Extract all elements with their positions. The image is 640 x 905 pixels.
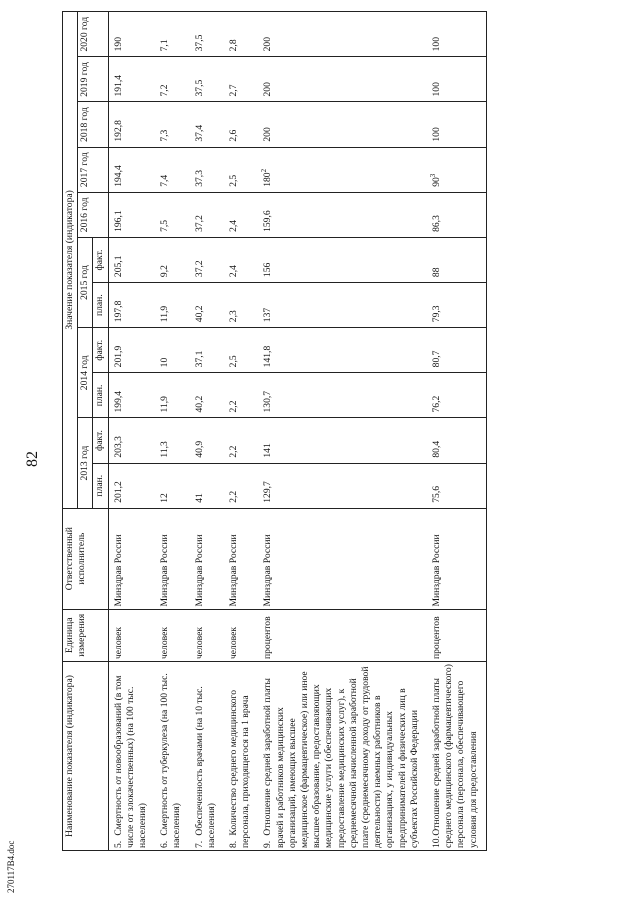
value-cell xyxy=(224,147,258,192)
value-cell xyxy=(155,147,189,192)
value-cell xyxy=(427,147,486,192)
indicator-name-cell xyxy=(155,662,189,851)
value-cell xyxy=(108,147,155,192)
unit-cell: человек xyxy=(155,609,189,661)
header-2015-fact: факт. xyxy=(93,237,108,282)
header-2014-fact: факт. xyxy=(93,328,108,373)
value-cell xyxy=(258,57,427,102)
value-text: 141 xyxy=(262,443,274,458)
value-text: 141,8 xyxy=(262,345,274,368)
table-row xyxy=(108,12,155,851)
value-text: 12 xyxy=(159,493,171,503)
header-name: Наименование показателя (индикатора) xyxy=(63,662,109,851)
value-cell xyxy=(108,192,155,237)
value-cell xyxy=(155,283,189,328)
value-text: 200 xyxy=(262,82,274,97)
value-text: 200 xyxy=(262,127,274,142)
value-text: 80,7 xyxy=(431,350,443,368)
value-text: 205,1 xyxy=(112,255,124,278)
executor-cell: Минздрав России xyxy=(258,508,427,609)
header-2017: 2017 год xyxy=(78,147,108,192)
value-text: 37,2 xyxy=(193,215,205,232)
row-number: 5. xyxy=(112,840,124,848)
value-cell xyxy=(224,283,258,328)
value-cell xyxy=(190,237,224,282)
value-text: 7,3 xyxy=(159,129,171,142)
value-cell xyxy=(190,192,224,237)
indicators-table xyxy=(62,11,487,851)
value-cell xyxy=(258,192,427,237)
value-text: 37,1 xyxy=(193,350,205,368)
value-cell xyxy=(427,328,486,373)
value-cell xyxy=(108,418,155,463)
value-text: 40,2 xyxy=(193,395,205,413)
value-cell xyxy=(224,192,258,237)
value-cell xyxy=(427,283,486,328)
value-text: 40,2 xyxy=(193,305,205,323)
value-text: 7,1 xyxy=(159,39,171,52)
value-cell xyxy=(258,237,427,282)
value-cell xyxy=(155,12,189,57)
value-text: 2,2 xyxy=(228,400,240,413)
value-cell xyxy=(190,57,224,102)
unit-cell: процентов xyxy=(258,609,427,661)
executor-cell: Минздрав России xyxy=(155,508,189,609)
header-2016: 2016 год xyxy=(78,192,108,237)
value-cell xyxy=(108,57,155,102)
header-2018: 2018 год xyxy=(78,102,108,147)
executor-cell: Минздрав России xyxy=(224,508,258,609)
value-text: 79,3 xyxy=(431,305,443,323)
indicator-name-cell xyxy=(258,662,427,851)
row-number: 9. xyxy=(262,840,274,848)
value-cell xyxy=(258,102,427,147)
page-number: 82 xyxy=(24,451,41,467)
header-2013-plan: план. xyxy=(93,463,108,508)
value-text: 2,2 xyxy=(228,445,240,458)
executor-cell: Минздрав России xyxy=(427,508,486,609)
value-cell xyxy=(224,57,258,102)
value-text: 11,9 xyxy=(159,396,171,413)
value-cell xyxy=(190,418,224,463)
indicator-name-cell xyxy=(224,662,258,851)
value-cell xyxy=(155,463,189,508)
value-cell xyxy=(258,283,427,328)
row-number: 8. xyxy=(228,840,240,848)
row-number: 6. xyxy=(159,840,171,848)
row-number: 10. xyxy=(431,836,443,848)
value-cell xyxy=(258,373,427,418)
table-row xyxy=(224,12,258,851)
header-2013: 2013 год xyxy=(78,418,93,508)
value-cell xyxy=(155,373,189,418)
value-cell xyxy=(108,102,155,147)
value-cell xyxy=(224,373,258,418)
value-text: 11,9 xyxy=(159,305,171,323)
value-text: 201,2 xyxy=(112,481,124,503)
value-text: 90 xyxy=(431,177,443,187)
value-text: 200 xyxy=(262,36,274,52)
header-2019: 2019 год xyxy=(78,57,108,102)
value-cell xyxy=(224,463,258,508)
value-cell xyxy=(108,373,155,418)
table-row xyxy=(155,12,189,851)
value-cell xyxy=(224,237,258,282)
value-text: 2,4 xyxy=(228,265,240,278)
value-cell xyxy=(427,12,486,57)
table-body xyxy=(108,12,486,851)
row-number: 7. xyxy=(193,840,205,848)
value-cell xyxy=(427,418,486,463)
value-cell xyxy=(427,57,486,102)
value-text: 7,5 xyxy=(159,219,171,232)
value-text: 192,8 xyxy=(112,120,124,142)
table-row xyxy=(258,12,427,851)
header-2014: 2014 год xyxy=(78,328,93,418)
value-text: 199,4 xyxy=(112,390,124,413)
value-text: 76,2 xyxy=(431,395,443,413)
indicator-name-cell xyxy=(190,662,224,851)
executor-cell: Минздрав России xyxy=(108,508,155,609)
value-cell xyxy=(155,328,189,373)
unit-cell: человек xyxy=(224,609,258,661)
value-text: 10 xyxy=(159,357,171,368)
value-text: 194,4 xyxy=(112,165,124,187)
unit-cell: процентов xyxy=(427,609,486,661)
value-cell xyxy=(190,328,224,373)
value-text: 37,5 xyxy=(193,34,205,52)
footnote-mark: 3 xyxy=(428,173,437,178)
header-executor: Ответственный исполнитель xyxy=(63,508,109,609)
header-2015-plan: план. xyxy=(93,283,108,328)
header-unit: Единица измерения xyxy=(63,609,109,661)
value-text: 196,1 xyxy=(112,210,124,232)
header-2013-fact: факт. xyxy=(93,418,108,463)
value-cell xyxy=(258,463,427,508)
value-text: 9,2 xyxy=(159,265,171,278)
value-text: 201,9 xyxy=(112,345,124,368)
value-cell xyxy=(427,192,486,237)
value-cell xyxy=(224,102,258,147)
value-text: 2,3 xyxy=(228,310,240,323)
value-text: 156 xyxy=(262,262,274,278)
indicator-name: Отношение средней заработной платы среднего медицинского (фармацевтического) персонала (персонала, обеспечивающего условия для предоставления xyxy=(431,664,479,848)
value-cell xyxy=(258,147,427,192)
value-text: 190 xyxy=(112,36,124,52)
value-text: 2,6 xyxy=(228,129,240,142)
executor-cell: Минздрав России xyxy=(190,508,224,609)
value-cell xyxy=(108,12,155,57)
value-text: 7,2 xyxy=(159,84,171,97)
indicator-name: Количество среднего медицинского персонала, приходящегося на 1 врача xyxy=(228,689,252,848)
value-text: 100 xyxy=(431,36,443,52)
value-cell xyxy=(108,283,155,328)
value-text: 180 xyxy=(262,172,274,187)
header-2015: 2015 год xyxy=(78,237,93,327)
unit-cell: человек xyxy=(190,609,224,661)
value-cell xyxy=(155,57,189,102)
indicator-name: Смертность от новообразований (в том числе от злокачественных) (на 100 тыс. населения) xyxy=(112,675,149,848)
value-text: 40,9 xyxy=(193,440,205,458)
indicator-name: Смертность от туберкулеза (на 100 тыс. населения) xyxy=(159,673,183,848)
value-cell xyxy=(427,373,486,418)
value-text: 100 xyxy=(431,127,443,142)
value-text: 2,5 xyxy=(228,174,240,187)
value-text: 37,4 xyxy=(193,124,205,142)
value-cell xyxy=(258,418,427,463)
value-text: 197,8 xyxy=(112,300,124,323)
value-text: 41 xyxy=(193,493,205,503)
indicator-name: Отношение средней заработной платы врачей и работников медицинских организаций, имеющих высшее медицинское (фармацевтическое) или иное высшее образование, предоставляющих медицинские услуги (обеспечивающих предоставление медицинских услуг), к среднемесячной начисленной заработной плате (среднемесячному доходу от трудовой деятельности) наемных работников в организациях, у индивидуальных предпринимателей и физических лиц в субъектах Российской Федерации xyxy=(262,666,420,848)
value-cell xyxy=(155,418,189,463)
value-cell xyxy=(190,102,224,147)
value-text: 203,3 xyxy=(112,436,124,458)
value-text: 37,3 xyxy=(193,169,205,187)
value-cell xyxy=(224,12,258,57)
value-cell xyxy=(155,102,189,147)
value-cell xyxy=(108,463,155,508)
value-cell xyxy=(258,12,427,57)
value-text: 86,3 xyxy=(431,215,443,232)
value-cell xyxy=(190,373,224,418)
value-cell xyxy=(155,192,189,237)
table-row xyxy=(190,12,224,851)
value-cell xyxy=(224,418,258,463)
value-text: 37,2 xyxy=(193,260,205,278)
value-text: 159,6 xyxy=(262,210,274,232)
document-code: 270117В4.doc xyxy=(6,840,16,893)
table-row xyxy=(427,12,486,851)
value-cell xyxy=(155,237,189,282)
value-text: 191,4 xyxy=(112,74,124,97)
value-text: 7,4 xyxy=(159,174,171,187)
value-cell xyxy=(108,328,155,373)
value-text: 75,6 xyxy=(431,485,443,503)
value-text: 37,5 xyxy=(193,79,205,97)
value-text: 137 xyxy=(262,307,274,323)
value-cell xyxy=(224,328,258,373)
value-text: 2,5 xyxy=(228,355,240,368)
value-text: 129,7 xyxy=(262,481,274,503)
unit-cell: человек xyxy=(108,609,155,661)
value-cell xyxy=(427,463,486,508)
indicator-name: Обеспеченность врачами (на 10 тыс. населения) xyxy=(193,686,217,848)
value-cell xyxy=(190,12,224,57)
value-text: 2,2 xyxy=(228,490,240,503)
value-text: 2,4 xyxy=(228,219,240,232)
header-2014-plan: план. xyxy=(93,373,108,418)
value-cell xyxy=(190,463,224,508)
header-2020: 2020 год xyxy=(78,12,108,57)
value-cell xyxy=(258,328,427,373)
value-text: 80,4 xyxy=(431,440,443,458)
value-text: 11,3 xyxy=(159,441,171,458)
value-cell xyxy=(190,283,224,328)
header-values: Значение показателя (индикатора) xyxy=(63,12,78,509)
value-cell xyxy=(190,147,224,192)
value-text: 100 xyxy=(431,82,443,97)
value-text: 2,8 xyxy=(228,39,240,52)
value-text: 88 xyxy=(431,267,443,278)
indicator-name-cell xyxy=(108,662,155,851)
indicator-name-cell xyxy=(427,662,486,851)
footnote-mark: 2 xyxy=(260,168,269,173)
value-cell xyxy=(427,102,486,147)
value-text: 130,7 xyxy=(262,390,274,413)
value-text: 2,7 xyxy=(228,84,240,97)
value-cell xyxy=(427,237,486,282)
value-cell xyxy=(108,237,155,282)
